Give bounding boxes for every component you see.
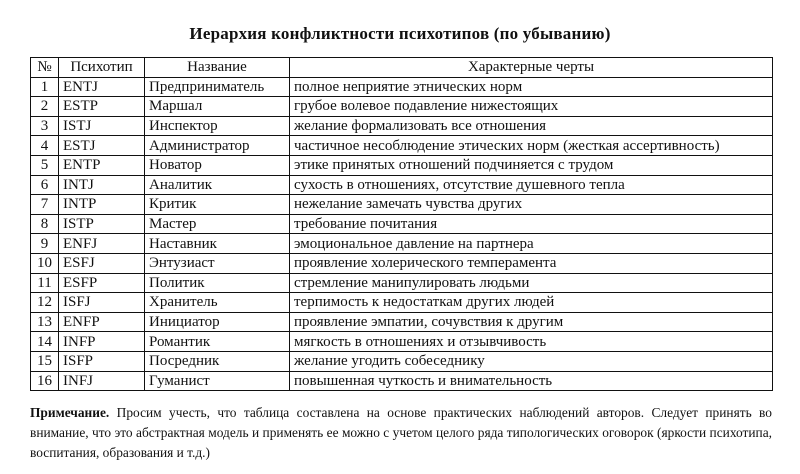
row-traits: требование почитания xyxy=(290,214,773,234)
row-psychotype: INFJ xyxy=(59,371,145,391)
page-title: Иерархия конфликтности психотипов (по убыванию) xyxy=(189,24,611,43)
table-row xyxy=(31,273,773,293)
row-traits: нежелание замечать чувства других xyxy=(290,195,773,215)
footnote-text: Просим учесть, что таблица составлена на основе практических наблюдений авторов. Следует принять во внимание, что это абстрактная модель и применять ее можно с учетом целого ряда типологических оговорок (яркости психотипа, воспитания, образования и т.д.) xyxy=(30,405,772,460)
column-header-traits: Характерные черты xyxy=(290,58,773,78)
row-traits: мягкость в отношениях и отзывчивость xyxy=(290,332,773,352)
row-name: Энтузиаст xyxy=(145,253,290,273)
table-row xyxy=(31,136,773,156)
column-header-psychotype: Психотип xyxy=(59,58,145,78)
row-psychotype: ESTP xyxy=(59,97,145,117)
row-number: 1 xyxy=(31,77,59,97)
row-name: Новатор xyxy=(145,155,290,175)
row-name: Маршал xyxy=(145,97,290,117)
row-traits: стремление манипулировать людьми xyxy=(290,273,773,293)
row-traits: грубое волевое подавление нижестоящих xyxy=(290,97,773,117)
row-psychotype: ISTP xyxy=(59,214,145,234)
row-psychotype: ENFP xyxy=(59,312,145,332)
row-traits: проявление холерического темперамента xyxy=(290,253,773,273)
row-psychotype: ISFP xyxy=(59,351,145,371)
row-psychotype: ISFJ xyxy=(59,293,145,313)
column-header-number: № xyxy=(31,58,59,78)
psychotype-table xyxy=(30,57,773,391)
table-row xyxy=(31,214,773,234)
row-traits: сухость в отношениях, отсутствие душевного тепла xyxy=(290,175,773,195)
row-traits: терпимость к недостаткам других людей xyxy=(290,293,773,313)
row-number: 15 xyxy=(31,351,59,371)
row-psychotype: ISTJ xyxy=(59,116,145,136)
row-name: Мастер xyxy=(145,214,290,234)
footnote xyxy=(30,403,772,463)
column-header-name: Название xyxy=(145,58,290,78)
table-row xyxy=(31,155,773,175)
row-psychotype: ESFP xyxy=(59,273,145,293)
row-number: 12 xyxy=(31,293,59,313)
table-row xyxy=(31,97,773,117)
row-number: 16 xyxy=(31,371,59,391)
row-number: 14 xyxy=(31,332,59,352)
row-name: Политик xyxy=(145,273,290,293)
row-name: Гуманист xyxy=(145,371,290,391)
row-number: 7 xyxy=(31,195,59,215)
row-number: 13 xyxy=(31,312,59,332)
table-body xyxy=(31,77,773,391)
table-row xyxy=(31,116,773,136)
footnote-label: Примечание. xyxy=(30,405,110,420)
row-name: Администратор xyxy=(145,136,290,156)
table-row xyxy=(31,77,773,97)
table-row xyxy=(31,371,773,391)
header-row xyxy=(31,58,773,78)
table-row xyxy=(31,195,773,215)
row-psychotype: ENTP xyxy=(59,155,145,175)
row-number: 6 xyxy=(31,175,59,195)
row-number: 5 xyxy=(31,155,59,175)
row-number: 11 xyxy=(31,273,59,293)
row-number: 10 xyxy=(31,253,59,273)
row-traits: желание формализовать все отношения xyxy=(290,116,773,136)
row-number: 9 xyxy=(31,234,59,254)
table-row xyxy=(31,234,773,254)
row-number: 8 xyxy=(31,214,59,234)
table-row xyxy=(31,253,773,273)
row-psychotype: INTJ xyxy=(59,175,145,195)
table-row xyxy=(31,293,773,313)
row-name: Предприниматель xyxy=(145,77,290,97)
row-psychotype: INFP xyxy=(59,332,145,352)
row-psychotype: ESFJ xyxy=(59,253,145,273)
row-psychotype: INTP xyxy=(59,195,145,215)
table-row xyxy=(31,351,773,371)
row-psychotype: ENFJ xyxy=(59,234,145,254)
row-traits: этике принятых отношений подчиняется с трудом xyxy=(290,155,773,175)
table-row xyxy=(31,175,773,195)
table-header xyxy=(31,58,773,78)
row-name: Инициатор xyxy=(145,312,290,332)
row-name: Инспектор xyxy=(145,116,290,136)
row-traits: частичное несоблюдение этических норм (жесткая ассертивность) xyxy=(290,136,773,156)
table-row xyxy=(31,332,773,352)
row-name: Романтик xyxy=(145,332,290,352)
row-number: 3 xyxy=(31,116,59,136)
row-traits: полное неприятие этнических норм xyxy=(290,77,773,97)
row-psychotype: ESTJ xyxy=(59,136,145,156)
row-name: Посредник xyxy=(145,351,290,371)
row-number: 4 xyxy=(31,136,59,156)
row-traits: проявление эмпатии, сочувствия к другим xyxy=(290,312,773,332)
row-name: Наставник xyxy=(145,234,290,254)
table-row xyxy=(31,312,773,332)
row-psychotype: ENTJ xyxy=(59,77,145,97)
row-name: Хранитель xyxy=(145,293,290,313)
row-traits: эмоциональное давление на партнера xyxy=(290,234,773,254)
row-traits: желание угодить собеседнику xyxy=(290,351,773,371)
row-number: 2 xyxy=(31,97,59,117)
row-name: Аналитик xyxy=(145,175,290,195)
row-name: Критик xyxy=(145,195,290,215)
row-traits: повышенная чуткость и внимательность xyxy=(290,371,773,391)
